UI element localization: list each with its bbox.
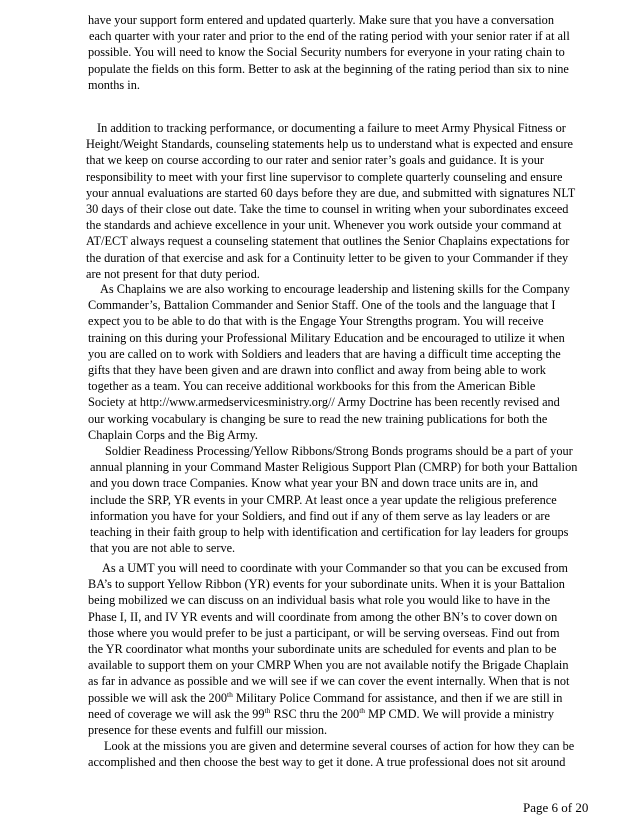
text-line: training on this during your Professional Military Education and be encouraged to utilize it when bbox=[88, 330, 565, 345]
text-line: BA’s to support Yellow Ribbon (YR) events for your subordinate units. When it is your Battalion bbox=[88, 577, 565, 592]
text-line: the YR coordinator what months your subordinate units are scheduled for events and plan to be bbox=[88, 641, 557, 656]
text-line: each quarter with your rater and prior to the end of the rating period with your senior rater if at all bbox=[89, 29, 570, 44]
text-line: possible. You will need to know the Social Security numbers for everyone in your rating chain to bbox=[88, 45, 565, 60]
text-line: our working vocabulary is changing be sure to read the new training publications for both the bbox=[88, 411, 548, 426]
text-line: as far in advance as possible and we will see if we can cover the event internally. When that is not bbox=[88, 674, 570, 689]
paragraph-leadership bbox=[88, 281, 570, 443]
text-line: need of coverage we will ask the 99th RSC thru the 200th MP CMD. We will provide a ministry bbox=[88, 705, 554, 721]
text-line: being mobilized we can discuss on an individual basis what role you would like to have in the bbox=[88, 593, 551, 608]
text-line: that you are not able to serve. bbox=[90, 541, 236, 556]
text-line: Phase I, II, and IV YR events and will coordinate from among the other BN’s to cover down on bbox=[88, 609, 558, 624]
text-line: annual planning in your Command Master Religious Support Plan (CMRP) for both your Battalion bbox=[90, 460, 578, 475]
text-line: and you down trace Companies. Know what year your BN and down trace units are in, and bbox=[90, 476, 539, 491]
text-line: have your support form entered and updated quarterly. Make sure that you have a conversation bbox=[88, 13, 554, 27]
text-line: Chaplain Corps and the Big Army. bbox=[88, 427, 258, 442]
text-line: that we keep on course according to our rater and senior rater’s goals and guidance. It is your bbox=[86, 153, 545, 168]
text-line: expect you to be able to do that with is the Engage Your Strengths program. You will receive bbox=[88, 314, 544, 329]
text-line: include the SRP, YR events in your CMRP. At least once a year update the religious preference bbox=[90, 492, 557, 507]
ordinal-superscript: th bbox=[227, 689, 233, 699]
text-line: Commander’s, Battalion Commander and Senior Staff. One of the tools and the language that I bbox=[88, 298, 556, 313]
text-line: you are called on to work with Soldiers and leaders that are having a difficult time accepting the bbox=[88, 346, 561, 361]
page-number: Page 6 of 20 bbox=[523, 800, 589, 815]
text-line: In addition to tracking performance, or documenting a failure to meet Army Physical Fitness or bbox=[97, 121, 566, 135]
text-line: populate the fields on this form. Better to ask at the beginning of the rating period than six to nine bbox=[88, 61, 569, 76]
paragraph-missions bbox=[88, 738, 574, 770]
text-line: your annual evaluations are started 60 days before they are due, and submitted with signatures NLT bbox=[86, 185, 576, 200]
text-line: As Chaplains we are also working to encourage leadership and listening skills for the Company bbox=[100, 282, 570, 296]
text-line: Look at the missions you are given and determine several courses of action for how they can be bbox=[104, 739, 575, 753]
ordinal-superscript: th bbox=[264, 705, 271, 715]
paragraph-counseling bbox=[86, 120, 575, 282]
text-line: Height/Weight Standards, counseling statements help us to understand what is expected and ensure bbox=[86, 137, 574, 152]
text-line: available to support them on your CMRP When you are not available notify the Brigade Chaplain bbox=[88, 658, 569, 673]
ordinal-superscript: th bbox=[359, 705, 366, 715]
text-line: months in. bbox=[88, 77, 140, 92]
paragraph-soldier-readiness bbox=[90, 443, 577, 556]
text-line: possible we will ask the 200th Military Police Command for assistance, and then if we are still in bbox=[88, 689, 563, 705]
text-line: AT/ECT always request a counseling statement that outlines the Senior Chaplains expectations for bbox=[86, 234, 570, 249]
text-line: those where you would prefer to be just a participant, or will be serving overseas. Find out from bbox=[88, 625, 560, 640]
text-line: Soldier Readiness Processing/Yellow Ribbons/Strong Bonds programs should be a part of your bbox=[105, 444, 573, 458]
text-line: together as a team. You can receive additional workbooks for this from the American Bible bbox=[88, 379, 536, 394]
text-line: responsibility to meet with your first line supervisor to complete quarterly counseling and ensure bbox=[86, 169, 563, 184]
paragraph-rating-chain bbox=[88, 12, 570, 93]
text-line: As a UMT you will need to coordinate with your Commander so that you can be excused from bbox=[102, 561, 568, 575]
text-line: information you have for your Soldiers, and find out if any of them serve as lay leaders or are bbox=[90, 508, 550, 523]
text-line: teaching in their faith group to help with identification and certification for lay leaders for groups bbox=[90, 524, 569, 539]
paragraph-yellow-ribbon bbox=[88, 560, 569, 738]
text-line: presence for these events and fulfill our mission. bbox=[88, 722, 328, 737]
text-line: the standards and achieve excellence in your unit. Whenever you work outside your command at bbox=[86, 218, 562, 233]
text-line: Society at http://www.armedservicesministry.org// Army Doctrine has been recently revised and bbox=[88, 395, 560, 410]
text-line: the duration of that exercise and ask for a Continuity letter to be given to your Commander if they bbox=[86, 250, 569, 265]
text-line: are not present for that duty period. bbox=[86, 266, 260, 281]
text-line: accomplished and then choose the best way to get it done. A true professional does not sit around bbox=[88, 755, 566, 770]
text-line: gifts that they have been given and are drawn into conflict and away from being able to work bbox=[88, 362, 546, 377]
text-line: 30 days of their close out date. Take the time to counsel in writing when your subordinates exceed bbox=[86, 201, 569, 216]
